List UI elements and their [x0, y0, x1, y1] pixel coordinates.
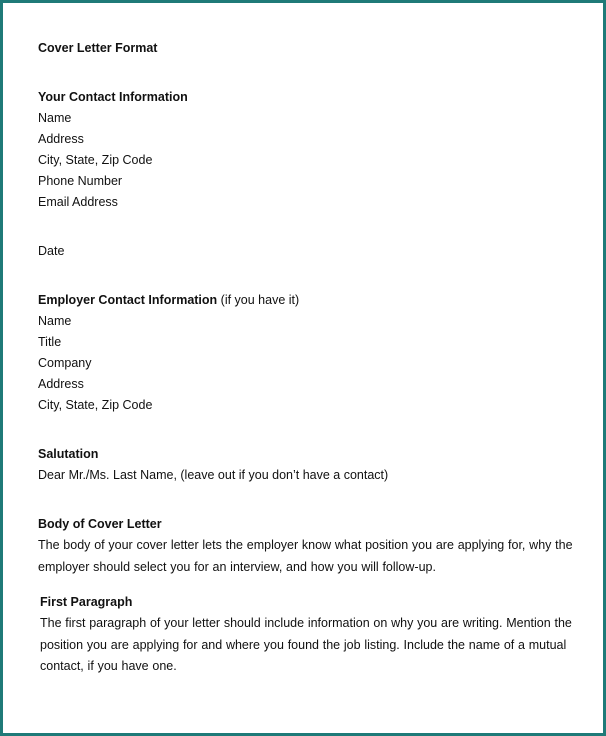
contact-address: Address: [38, 132, 84, 146]
employer-title: Title: [38, 335, 62, 349]
contact-city-state-zip: City, State, Zip Code: [38, 153, 153, 167]
document-title: Cover Letter Format: [38, 41, 158, 55]
employer-city-state-zip: City, State, Zip Code: [38, 398, 153, 412]
date-line: Date: [38, 244, 65, 258]
cover-letter-document: [38, 38, 578, 678]
contact-name: Name: [38, 111, 72, 125]
body-text: The body of your cover letter lets the employer know what position you are applying for, why the employer should select you for an interview, and how you will follow-up.: [38, 538, 573, 574]
employer-heading: Employer Contact Information: [38, 293, 218, 307]
first-paragraph-heading: First Paragraph: [40, 595, 133, 609]
salutation-text: Dear Mr./Ms. Last Name, (leave out if you don’t have a contact): [38, 468, 389, 482]
salutation-heading: Salutation: [38, 447, 99, 461]
contact-phone: Phone Number: [38, 174, 123, 188]
employer-name: Name: [38, 314, 72, 328]
employer-company: Company: [38, 356, 92, 370]
contact-heading: Your Contact Information: [38, 90, 188, 104]
contact-email: Email Address: [38, 195, 118, 209]
employer-address: Address: [38, 377, 84, 391]
employer-heading-line: [38, 290, 578, 311]
first-paragraph-text: The first paragraph of your letter should include information on why you are writing. Mention the position you are applying for and where you found the job listing. Include the name of a mutual contact, if you have one.: [40, 616, 572, 673]
employer-heading-note: (if you have it): [217, 293, 300, 307]
body-heading: Body of Cover Letter: [38, 517, 162, 531]
